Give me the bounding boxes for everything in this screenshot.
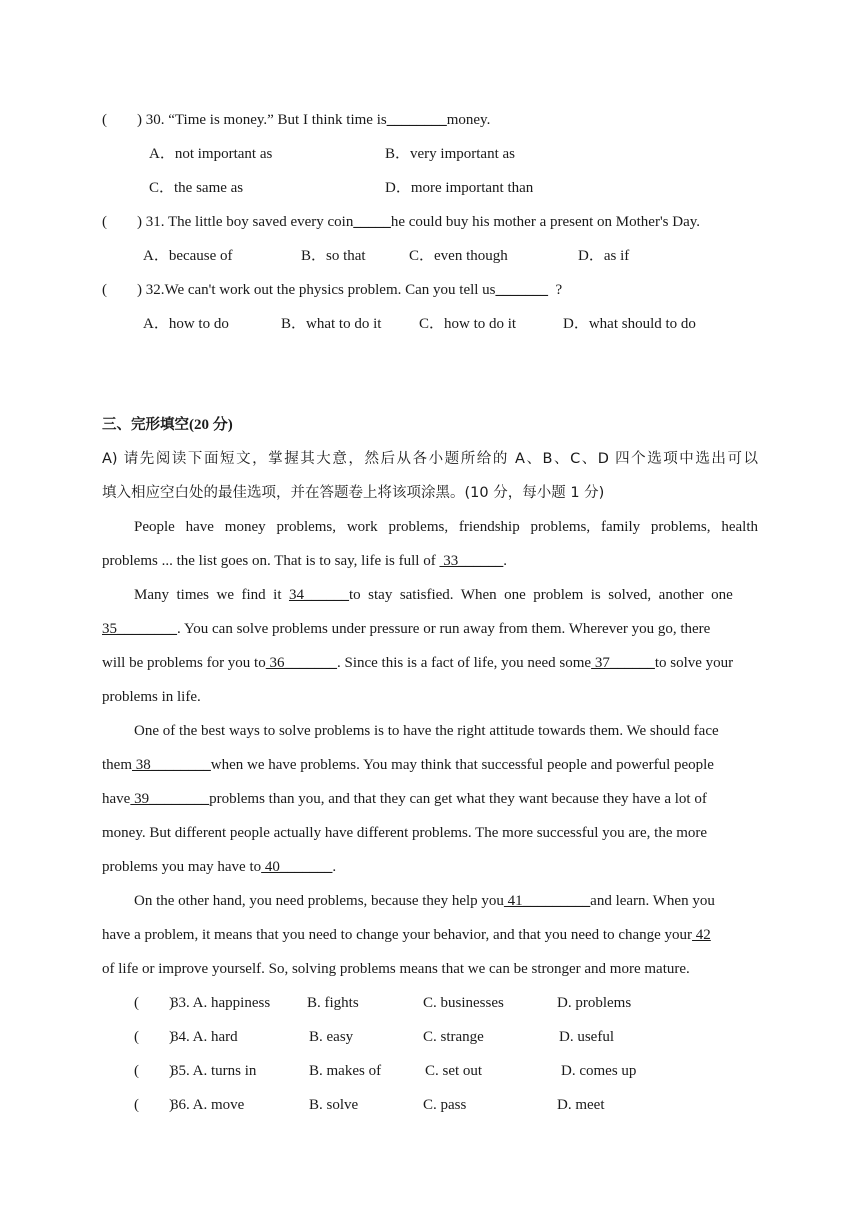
- cloze-36-option-a: 36. A. move: [171, 1097, 245, 1113]
- passage-p3-line-2: [102, 755, 714, 775]
- cloze-34-option-d: D. useful: [559, 1029, 614, 1045]
- cloze-33-option-a: 33. A. happiness: [171, 995, 271, 1011]
- passage-text: problems ... the list goes on. That is to say, life is full of: [102, 553, 440, 569]
- q32-option-d: D．what should to do: [563, 316, 696, 332]
- passage-text: and learn. When you: [590, 893, 715, 909]
- passage-text: . You can solve problems under pressure or run away from them. Wherever you go, there: [177, 621, 711, 637]
- passage-text: them: [102, 757, 132, 773]
- passage-p2-line-2: [102, 619, 710, 639]
- q30-option-b: B．very important as: [385, 146, 515, 162]
- question-32: [102, 280, 562, 300]
- answer-blank: ________: [386, 112, 447, 128]
- cloze-34-option-b: B. easy: [309, 1029, 354, 1045]
- q30-option-a: A．not important as: [149, 146, 273, 162]
- question-stem-end: money.: [446, 112, 491, 128]
- passage-text: .: [503, 553, 507, 569]
- blank-40: 40_______: [261, 859, 333, 875]
- cloze-34-option-c: C. strange: [423, 1029, 484, 1045]
- cloze-35-option-c: C. set out: [425, 1063, 483, 1079]
- passage-p3-line-1: One of the best ways to solve problems is to have the right attitude towards them. We should face: [134, 723, 719, 739]
- cloze-35-option-b: B. makes of: [309, 1063, 382, 1079]
- q32-option-b: B．what to do it: [281, 316, 382, 332]
- q31-option-c: C．even though: [409, 248, 508, 264]
- q30-option-c: C．the same as: [149, 180, 244, 196]
- passage-p2-line-3: [102, 653, 733, 673]
- cloze-36-option-b: B. solve: [309, 1097, 359, 1113]
- q30-option-d: D．more important than: [385, 180, 534, 196]
- cloze-35-paren: ( ): [134, 1063, 174, 1079]
- passage-text: On the other hand, you need problems, because they help you: [134, 893, 504, 909]
- passage-p3-line-4: money. But different people actually have different problems. The more successful you are, the more: [102, 825, 708, 841]
- cloze-33-option-b: B. fights: [307, 995, 359, 1011]
- passage-p4-line-1: [134, 891, 715, 911]
- passage-p4-line-2: [102, 925, 711, 945]
- blank-41: 41_________: [503, 893, 591, 909]
- q31-option-a: A．because of: [143, 248, 233, 264]
- answer-paren: ( ): [102, 214, 142, 230]
- question-stem-end: ?: [548, 282, 563, 298]
- cloze-33-paren: ( ): [134, 995, 174, 1011]
- passage-text: will be problems for you to: [102, 655, 266, 671]
- passage-text: to solve your: [654, 655, 734, 671]
- passage-text: . Since this is a fact of life, you need some: [336, 655, 592, 671]
- question-stem: 31. The little boy saved every coin: [142, 214, 354, 230]
- passage-p4-line-3: of life or improve yourself. So, solving problems means that we can be stronger and more mature.: [102, 961, 690, 977]
- passage-p3-line-5: [102, 857, 336, 877]
- cloze-36-option-c: C. pass: [423, 1097, 467, 1113]
- passage-text: have: [102, 791, 131, 807]
- blank-37: 37______: [591, 655, 655, 671]
- answer-blank: _______: [495, 282, 549, 298]
- passage-text: when we have problems. You may think that successful people and powerful people: [210, 757, 714, 773]
- blank-38: 38________: [132, 757, 211, 773]
- passage-p1-line-2: [102, 551, 507, 571]
- passage-p1-line-1: People have money problems, work problems, friendship problems, family problems, health: [134, 519, 758, 535]
- cloze-36-option-d: D. meet: [557, 1097, 605, 1113]
- section-title: [102, 415, 233, 435]
- section-instructions-line-1: A) 请先阅读下面短文，掌握其大意，然后从各小题所给的 A、B、C、D 四个选项中选出可以: [102, 451, 758, 467]
- answer-paren: ( ): [102, 112, 142, 128]
- passage-text: Many times we find it: [134, 587, 289, 603]
- passage-p2-line-1: [134, 585, 758, 605]
- answer-paren: ( ): [102, 282, 142, 298]
- blank-36: 36_______: [265, 655, 337, 671]
- question-30: [102, 110, 490, 130]
- blank-34: 34______: [288, 587, 349, 603]
- blank-35: 35________: [102, 621, 177, 637]
- passage-text: to stay satisfied. When one problem is solved, another one: [348, 587, 733, 603]
- section-title-points: (20 分): [189, 417, 233, 433]
- question-stem: 30. “Time is money.” But I think time is: [142, 112, 387, 128]
- section-instructions-line-2: 填入相应空白处的最佳选项，并在答题卷上将该项涂黑。(10 分，每小题 1 分): [102, 485, 605, 501]
- q31-option-b: B．so that: [301, 248, 366, 264]
- question-31: [102, 212, 700, 232]
- passage-text: have a problem, it means that you need to change your behavior, and that you need to change your: [102, 927, 693, 943]
- cloze-36-paren: ( ): [134, 1097, 174, 1113]
- passage-text: problems you may have to: [102, 859, 262, 875]
- blank-33: 33______: [439, 553, 504, 569]
- blank-39: 39________: [130, 791, 210, 807]
- cloze-35-option-a: 35. A. turns in: [171, 1063, 257, 1079]
- cloze-34-option-a: 34. A. hard: [171, 1029, 238, 1045]
- passage-text: problems than you, and that they can get what they want because they have a lot of: [209, 791, 707, 807]
- cloze-33-option-c: C. businesses: [423, 995, 504, 1011]
- answer-blank: _____: [353, 214, 391, 230]
- cloze-35-option-d: D. comes up: [561, 1063, 637, 1079]
- section-title-text: 三、完形填空: [102, 417, 189, 433]
- passage-p3-line-3: [102, 789, 707, 809]
- cloze-34-paren: ( ): [134, 1029, 174, 1045]
- passage-p2-line-4: problems in life.: [102, 689, 201, 705]
- q32-option-a: A．how to do: [143, 316, 229, 332]
- q31-option-d: D．as if: [578, 248, 630, 264]
- question-stem-end: he could buy his mother a present on Mother's Day.: [390, 214, 701, 230]
- cloze-33-option-d: D. problems: [557, 995, 632, 1011]
- blank-42: 42: [692, 927, 711, 943]
- q32-option-c: C．how to do it: [419, 316, 517, 332]
- passage-text: .: [332, 859, 337, 875]
- question-stem: 32.We can't work out the physics problem. Can you tell us: [142, 282, 496, 298]
